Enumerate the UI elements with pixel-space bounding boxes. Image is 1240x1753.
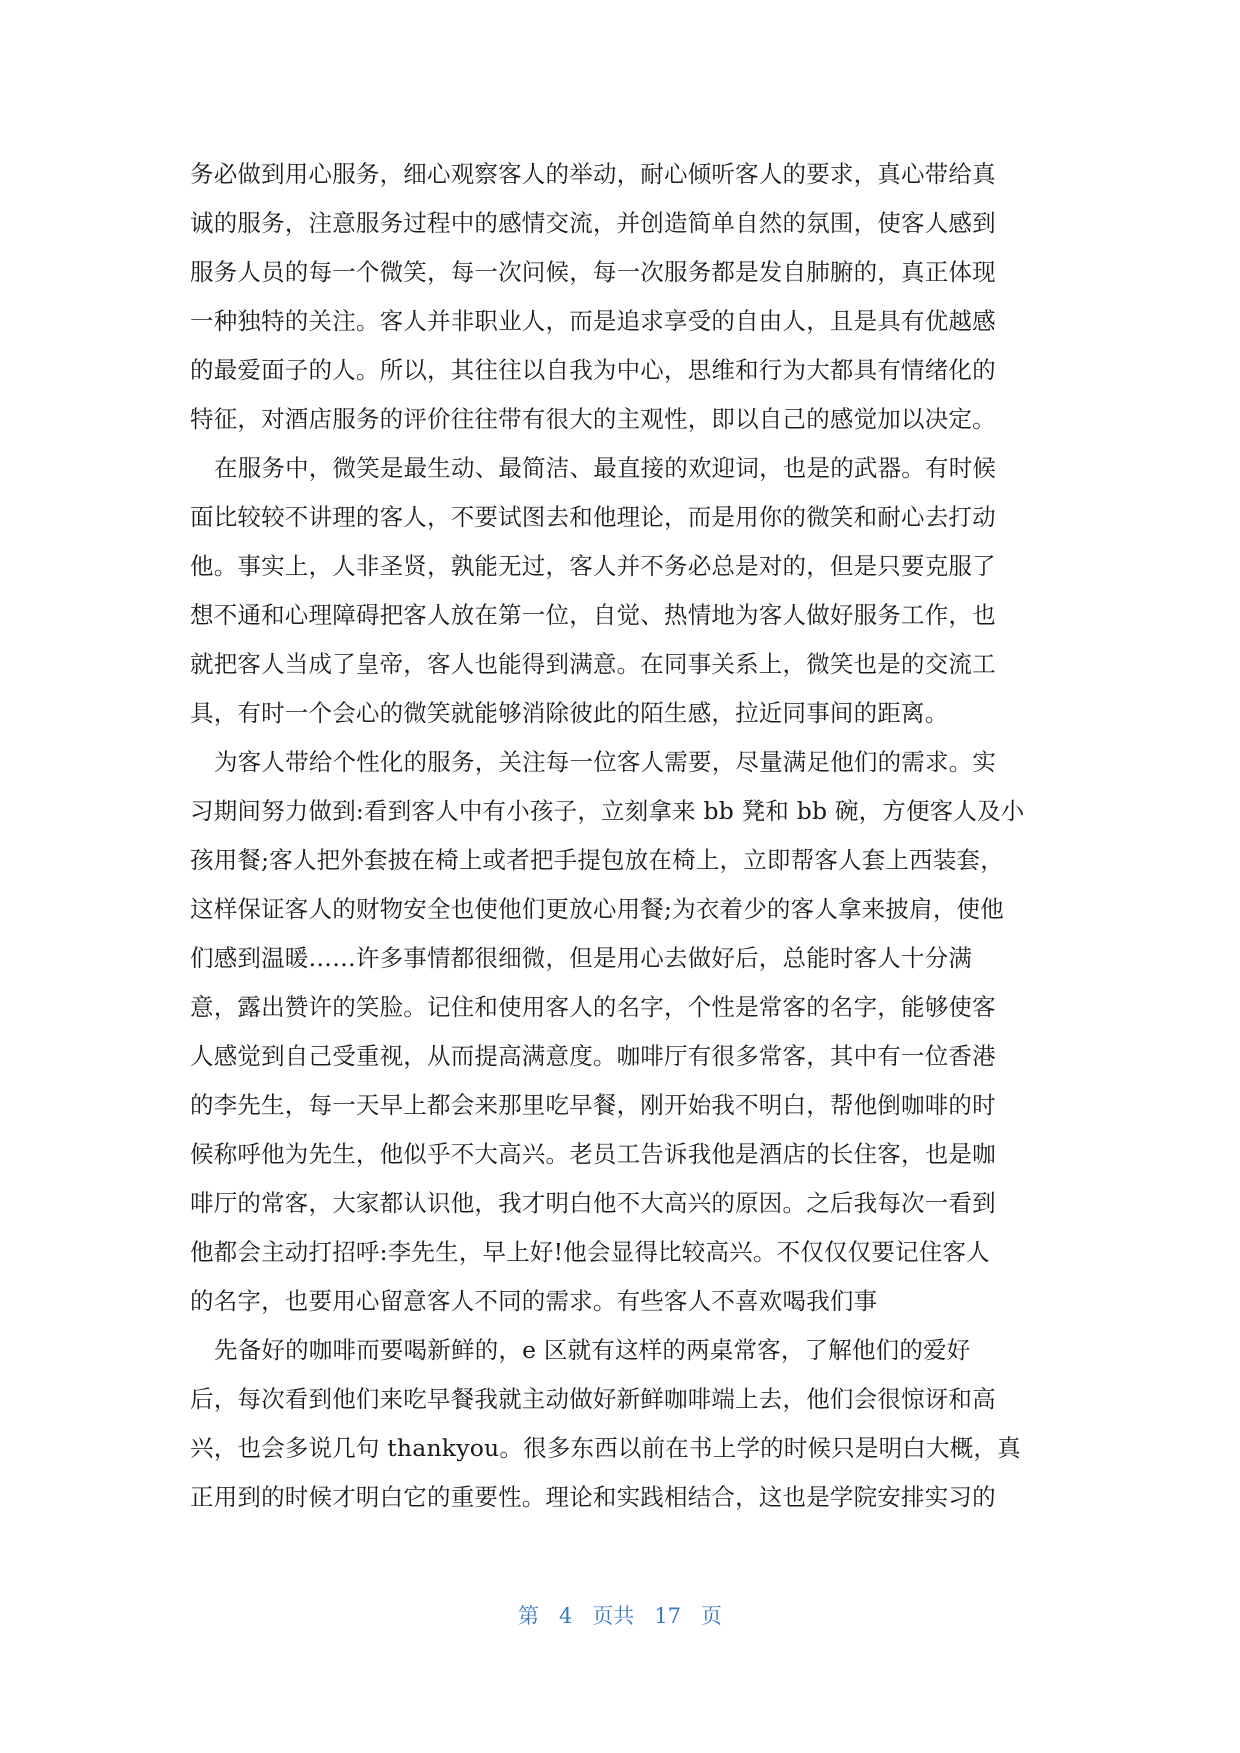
paragraph-start-line: 在服务中，微笑是最生动、最简洁、最直接的欢迎词，也是的武器。有时候 bbox=[214, 454, 997, 482]
footer-current-page: 4 bbox=[558, 1604, 573, 1628]
text-line: 服务人员的每一个微笑，每一次问候，每一次服务都是发自肺腑的，真正体现 bbox=[190, 258, 996, 286]
text-line: 就把客人当成了皇帝，客人也能得到满意。在同事关系上，微笑也是的交流工 bbox=[190, 650, 996, 678]
text-line: 意，露出赞许的笑脸。记住和使用客人的名字，个性是常客的名字，能够使客 bbox=[190, 993, 996, 1021]
text-line: 候称呼他为先生，他似乎不大高兴。老员工告诉我他是酒店的长住客，也是咖 bbox=[190, 1140, 996, 1168]
text-line: 的李先生，每一天早上都会来那里吃早餐，刚开始我不明白，帮他倒咖啡的时 bbox=[190, 1091, 996, 1119]
text-line: 孩用餐;客人把外套披在椅上或者把手提包放在椅上，立即帮客人套上西装套， bbox=[190, 846, 1004, 874]
footer-total-pages: 17 bbox=[654, 1604, 682, 1628]
footer-suffix: 页 bbox=[701, 1604, 723, 1628]
text-line: 兴，也会多说几句 thankyou。很多东西以前在书上学的时候只是明白大概，真 bbox=[190, 1434, 1021, 1462]
text-line: 特征，对酒店服务的评价往往带有很大的主观性，即以自己的感觉加以决定。 bbox=[190, 405, 996, 433]
text-line: 习期间努力做到:看到客人中有小孩子，立刻拿来 bb 凳和 bb 碗，方便客人及小 bbox=[190, 797, 1025, 825]
text-line: 一种独特的关注。客人并非职业人，而是追求享受的自由人，且是具有优越感 bbox=[190, 307, 996, 335]
text-line: 具，有时一个会心的微笑就能够消除彼此的陌生感，拉近同事间的距离。 bbox=[190, 699, 949, 727]
paragraph-start-line: 为客人带给个性化的服务，关注每一位客人需要，尽量满足他们的需求。实 bbox=[214, 748, 997, 776]
paragraph-start-line: 先备好的咖啡而要喝新鲜的，e 区就有这样的两桌常客，了解他们的爱好 bbox=[214, 1336, 971, 1364]
text-line: 这样保证客人的财物安全也使他们更放心用餐;为衣着少的客人拿来披肩，使他 bbox=[190, 895, 1004, 923]
footer-prefix: 第 bbox=[517, 1604, 539, 1628]
page-footer bbox=[0, 1600, 1240, 1630]
text-line: 诚的服务，注意服务过程中的感情交流，并创造简单自然的氛围，使客人感到 bbox=[190, 209, 996, 237]
text-line: 的名字，也要用心留意客人不同的需求。有些客人不喜欢喝我们事 bbox=[190, 1287, 878, 1315]
footer-middle: 页共 bbox=[592, 1604, 635, 1628]
text-line: 想不通和心理障碍把客人放在第一位，自觉、热情地为客人做好服务工作，也 bbox=[190, 601, 996, 629]
text-line: 他。事实上，人非圣贤，孰能无过，客人并不务必总是对的，但是只要克服了 bbox=[190, 552, 996, 580]
text-line: 的最爱面子的人。所以，其往往以自我为中心，思维和行为大都具有情绪化的 bbox=[190, 356, 996, 384]
text-line: 正用到的时候才明白它的重要性。理论和实践相结合，这也是学院安排实习的 bbox=[190, 1483, 996, 1511]
text-line: 面比较较不讲理的客人，不要试图去和他理论，而是用你的微笑和耐心去打动 bbox=[190, 503, 996, 531]
text-line: 人感觉到自己受重视，从而提高满意度。咖啡厅有很多常客，其中有一位香港 bbox=[190, 1042, 996, 1070]
text-line: 啡厅的常客，大家都认识他，我才明白他不大高兴的原因。之后我每次一看到 bbox=[190, 1189, 996, 1217]
text-line: 们感到温暖……许多事情都很细微，但是用心去做好后，总能时客人十分满 bbox=[190, 944, 973, 972]
document-body bbox=[190, 150, 1052, 1522]
text-line: 后，每次看到他们来吃早餐我就主动做好新鲜咖啡端上去，他们会很惊讶和高 bbox=[190, 1385, 996, 1413]
text-line: 务必做到用心服务，细心观察客人的举动，耐心倾听客人的要求，真心带给真 bbox=[190, 160, 996, 188]
text-line: 他都会主动打招呼:李先生，早上好!他会显得比较高兴。不仅仅仅要记住客人 bbox=[190, 1238, 990, 1266]
